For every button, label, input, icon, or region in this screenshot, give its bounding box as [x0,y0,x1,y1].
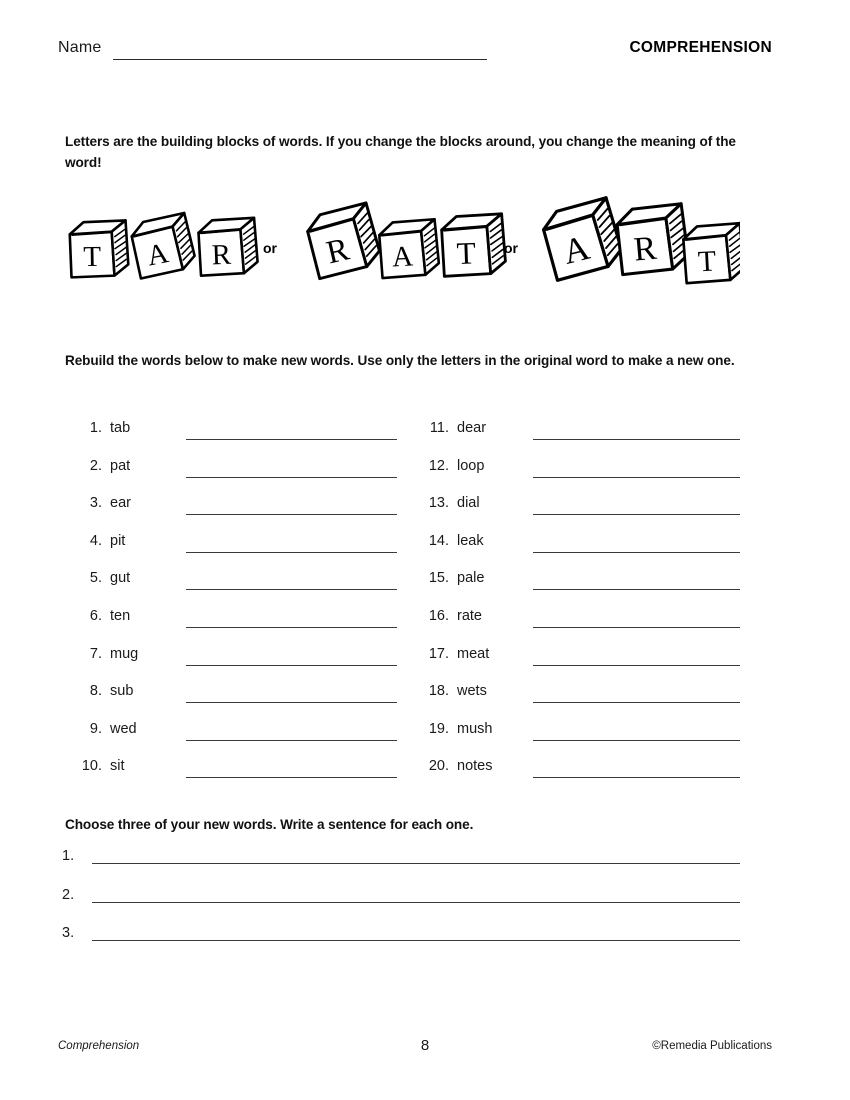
word-list-row [76,606,406,644]
sentence-item-number: 2. [62,886,75,903]
word-item-number: 7. [89,645,102,662]
word-item-text: dial [457,495,480,512]
block-group-tar [70,213,258,279]
block-face-letter: A [144,237,172,273]
word-item-text: pit [110,532,126,549]
word-item-text: mug [110,645,139,662]
word-list-row [76,418,406,456]
block-letter-A [540,197,625,280]
word-item-number: 17. [428,645,449,662]
word-list-row [76,644,406,682]
word-answer-line[interactable] [533,627,740,628]
word-item-text: pat [110,457,131,474]
block-letter-A [129,213,197,279]
block-letter-A [379,219,440,278]
word-list-row [423,681,753,719]
name-write-in-line[interactable] [113,59,487,60]
word-item-number: 12. [428,457,449,474]
block-face-letter: R [323,231,353,272]
or-separator-1: or [263,240,277,256]
word-answer-line[interactable] [186,514,397,515]
word-item-number: 2. [89,457,102,474]
word-list-row [76,681,406,719]
worksheet-category-title: COMPREHENSION [629,39,772,56]
word-item-text: pale [457,570,485,587]
word-list-row [423,756,753,794]
sentence-item-number: 1. [62,848,75,864]
task-instruction: Rebuild the words below to make new words. Use only the letters in the original word to make a new one. [65,353,735,368]
word-item-number: 13. [428,495,449,512]
block-letter-R [304,202,382,278]
sentence-row [0,925,850,964]
word-item-number: 18. [428,683,449,700]
word-item-number: 3. [89,495,102,512]
word-answer-line[interactable] [186,439,397,440]
word-list-row [76,531,406,569]
word-item-number: 8. [89,683,102,700]
word-item-text: tab [110,420,131,436]
block-letter-R [616,204,689,275]
word-item-text: sit [110,758,125,775]
word-answer-line[interactable] [186,665,397,666]
word-answer-line[interactable] [186,702,397,703]
word-item-text: rate [457,607,482,624]
word-list-row [423,644,753,682]
word-answer-line[interactable] [186,589,397,590]
intro-paragraph: Letters are the building blocks of words. If you change the blocks around, you change the meaning of the word! [65,134,736,171]
word-item-number: 5. [89,570,102,587]
block-face-letter: T [456,235,477,272]
word-list-row [76,756,406,794]
word-list-row [76,456,406,494]
sentence-answer-line[interactable] [92,902,740,903]
word-list-row [76,568,406,606]
word-answer-line[interactable] [533,552,740,553]
word-item-text: leak [457,532,484,549]
sentence-answer-line[interactable] [92,863,740,864]
word-answer-line[interactable] [533,665,740,666]
word-list-row [423,719,753,757]
page-header [0,0,850,80]
word-answer-line[interactable] [533,477,740,478]
word-answer-line[interactable] [186,777,397,778]
sentence-answer-list [0,848,850,964]
word-item-text: dear [457,420,487,436]
word-answer-line[interactable] [186,627,397,628]
word-item-number: 10. [81,758,102,775]
word-answer-line[interactable] [533,777,740,778]
block-letter-R [198,218,258,276]
word-item-number: 9. [89,720,102,737]
word-item-text: ten [110,607,131,624]
block-face-letter: R [211,238,232,272]
block-face-letter: A [391,240,414,274]
block-face-letter: R [632,229,659,269]
alphabet-blocks-illustration [60,196,740,296]
word-item-number: 1. [89,420,102,436]
block-face-letter: T [697,245,717,279]
word-list-left-column [76,418,406,794]
word-answer-line[interactable] [186,477,397,478]
sentence-answer-line[interactable] [92,940,740,941]
word-item-text: loop [457,457,485,474]
block-letter-T [683,223,740,283]
word-item-text: notes [457,758,493,775]
word-answer-line[interactable] [533,439,740,440]
word-list-row [76,719,406,757]
footer-subject-label: Comprehension [58,1040,140,1052]
word-answer-line[interactable] [533,740,740,741]
word-list-row [423,531,753,569]
block-letter-T [441,214,506,277]
block-face-letter: A [558,226,594,272]
word-item-text: sub [110,683,134,700]
word-list-row [423,606,753,644]
page-footer [0,1037,850,1064]
word-item-number: 6. [89,607,102,624]
word-answer-line[interactable] [533,702,740,703]
word-answer-line[interactable] [186,740,397,741]
word-item-number: 15. [428,570,449,587]
word-item-text: wets [457,683,487,700]
block-group-rat [304,202,506,278]
word-item-text: wed [110,720,137,737]
block-letter-T [70,220,129,277]
page-number: 8 [420,1037,430,1054]
block-group-art [540,197,740,283]
word-item-number: 19. [428,720,449,737]
word-item-text: gut [110,570,131,587]
word-item-text: mush [457,720,493,737]
block-face-letter: T [83,240,102,274]
sentence-section-heading: Choose three of your new words. Write a sentence for each one. [65,817,474,832]
word-list-right-column [423,418,753,794]
blocks-svg [60,196,740,296]
word-item-number: 11. [429,420,449,436]
sentence-row [0,887,850,926]
word-item-number: 14. [428,532,449,549]
sentence-item-number: 3. [62,925,75,941]
or-separator-2: or [504,240,518,256]
word-list-row [423,493,753,531]
name-label: Name [58,39,102,56]
word-list-row [423,456,753,494]
word-list-row [76,493,406,531]
word-answer-line[interactable] [186,552,397,553]
word-item-number: 16. [428,607,449,624]
word-list-row [423,418,753,456]
sentence-row [0,848,850,887]
word-item-number: 4. [89,532,102,549]
word-answer-line[interactable] [533,514,740,515]
word-item-number: 20. [428,758,449,775]
word-list-row [423,568,753,606]
footer-copyright: ©Remedia Publications [652,1040,772,1052]
word-answer-line[interactable] [533,589,740,590]
word-item-text: ear [110,495,131,512]
word-item-text: meat [457,645,490,662]
